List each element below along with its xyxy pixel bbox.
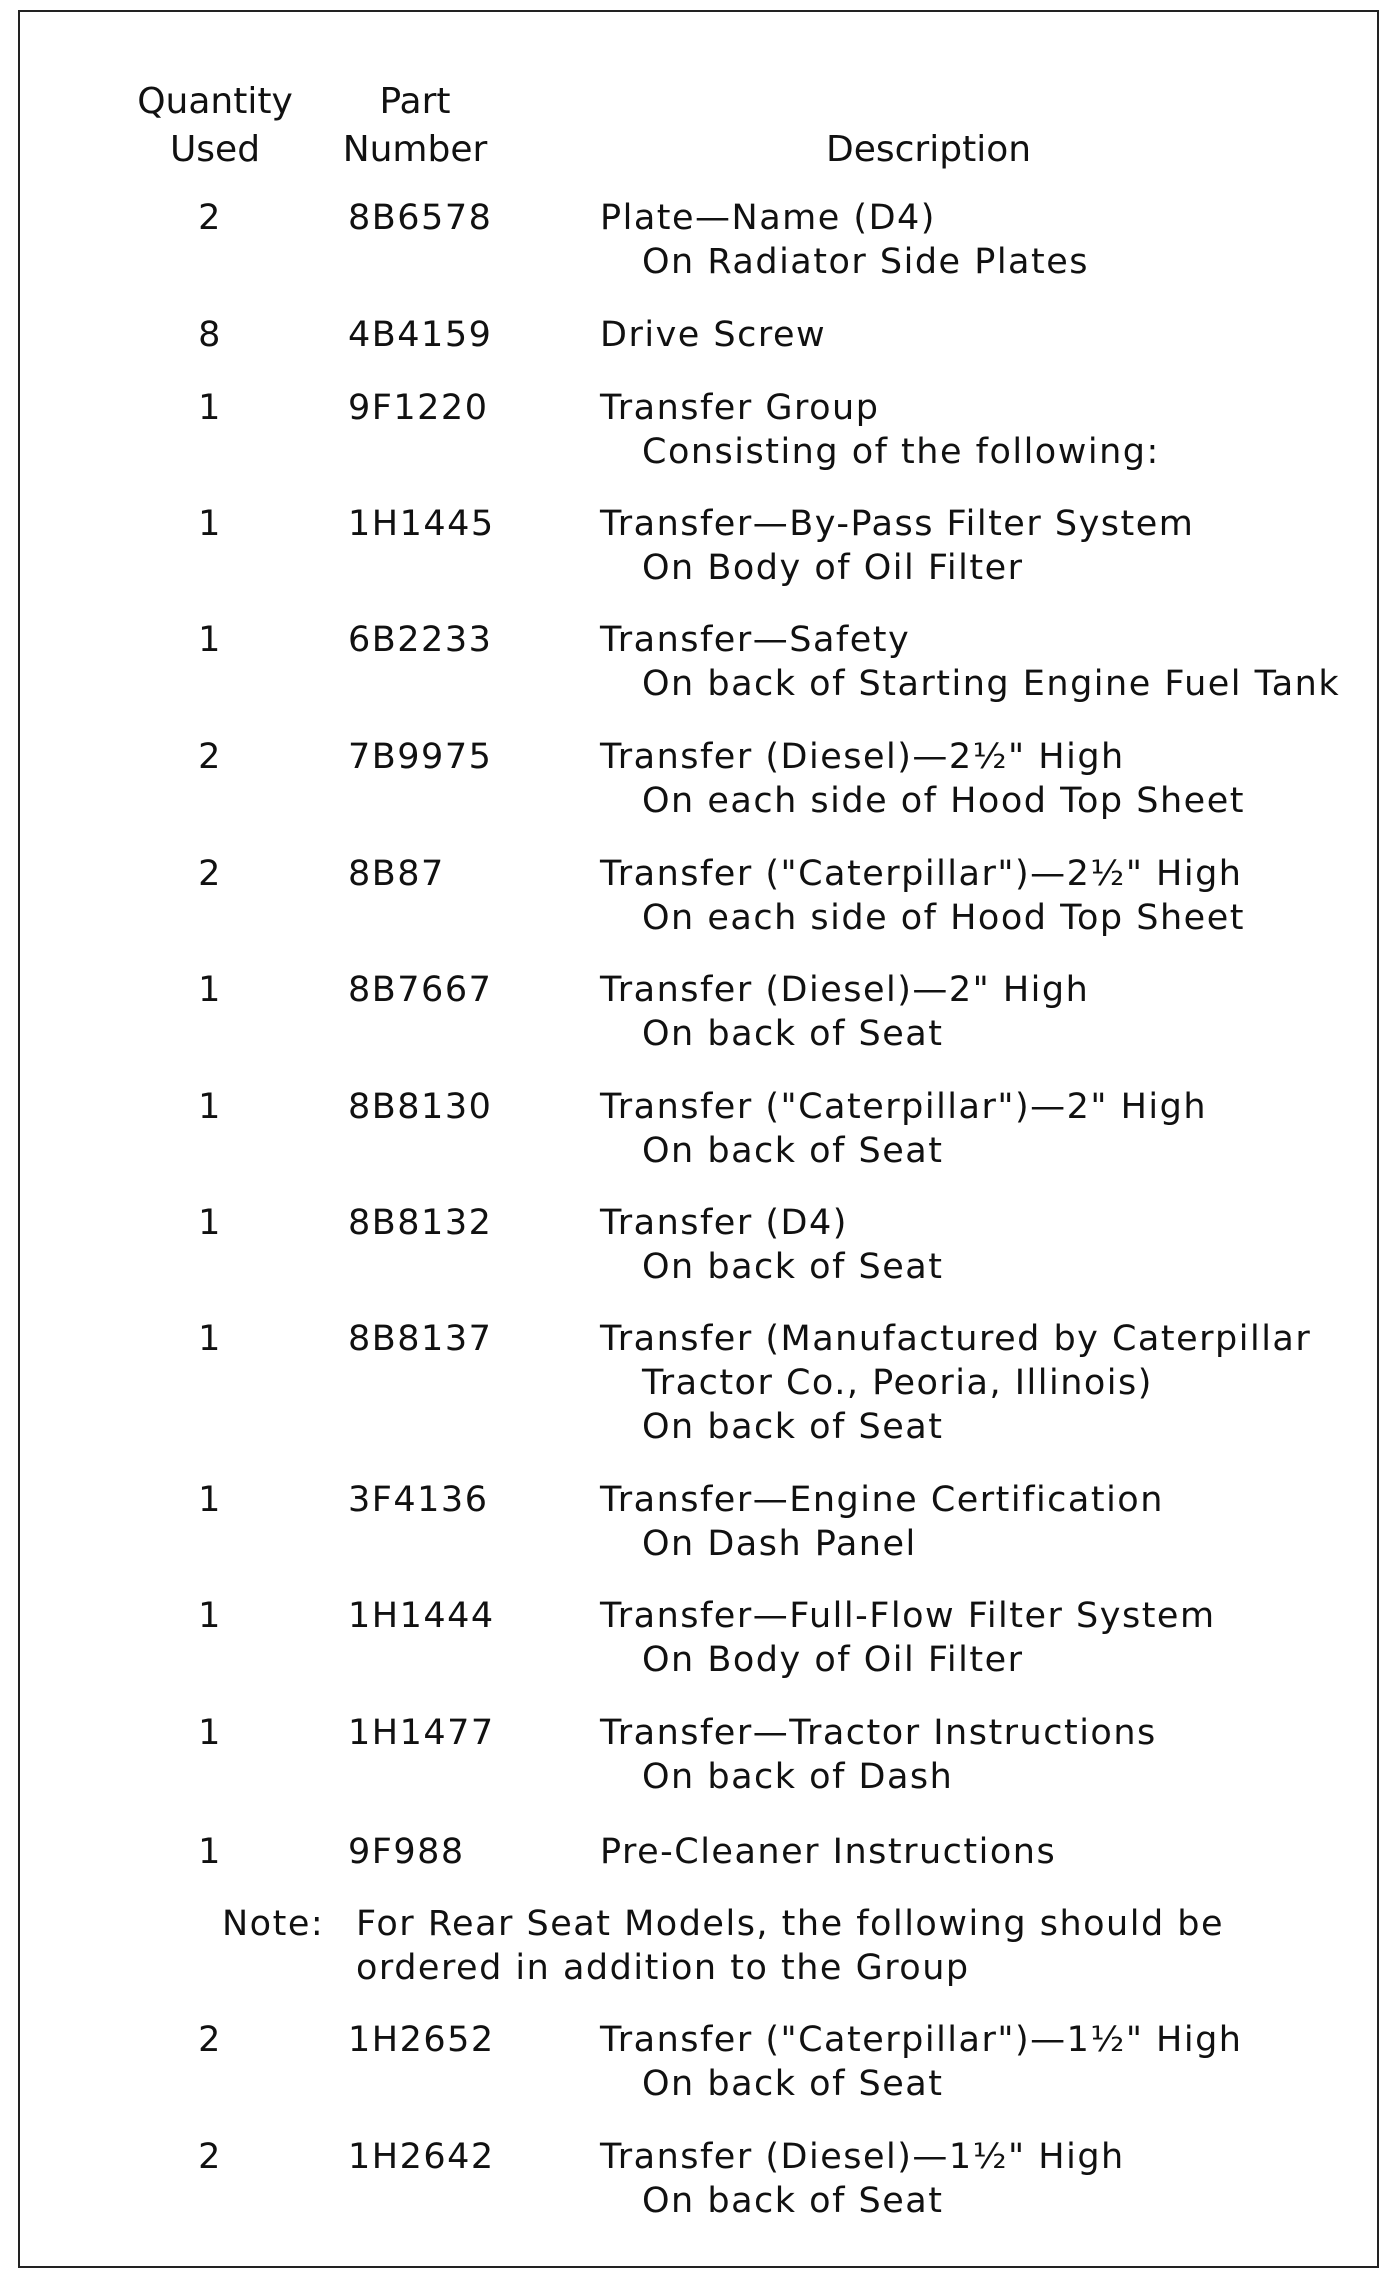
quantity-value: 1 — [198, 970, 222, 1010]
part-number-value: 4B4159 — [348, 315, 493, 355]
note-text — [356, 1902, 1256, 1990]
quantity-value: 8 — [198, 315, 222, 355]
description-text: Pre-Cleaner Instructions — [600, 1832, 1057, 1872]
part-number-value: 1H1444 — [348, 1596, 495, 1636]
description-cell — [600, 2135, 1125, 2223]
description-text: Transfer ("Caterpillar")—2" High — [600, 1087, 1208, 1127]
description-subtext: On Body of Oil Filter — [642, 1640, 1024, 1680]
part-number-value: 1H1477 — [348, 1713, 495, 1753]
description-text: Transfer (D4) — [600, 1203, 848, 1243]
quantity-value: 1 — [198, 620, 222, 660]
quantity-value: 2 — [198, 737, 222, 777]
part-number-value: 8B8130 — [348, 1087, 493, 1127]
description-text: Transfer—By-Pass Filter System — [600, 504, 1195, 544]
description-subtext: On each side of Hood Top Sheet — [642, 781, 1245, 821]
description-cell — [600, 502, 1194, 590]
description-subtext: Tractor Co., Peoria, Illinois) — [642, 1363, 1153, 1403]
quantity-value: 1 — [198, 1480, 222, 1520]
part-number-value: 6B2233 — [348, 620, 493, 660]
description-text: Transfer—Tractor Instructions — [600, 1713, 1157, 1753]
description-text: Transfer (Diesel)—1½" High — [600, 2137, 1125, 2177]
description-text: Transfer (Manufactured by Caterpillar — [600, 1319, 1312, 1359]
description-cell — [600, 2018, 1242, 2106]
description-cell — [600, 1830, 1056, 1874]
description-subtext: On back of Seat — [642, 2064, 944, 2104]
part-number-value: 9F1220 — [348, 388, 489, 428]
quantity-value: 1 — [198, 1713, 222, 1753]
description-cell — [600, 968, 1089, 1056]
description-subtext: On back of Seat — [642, 1407, 944, 1447]
part-number-value: 8B87 — [348, 854, 445, 894]
header-part-line2: Number — [342, 129, 488, 170]
description-text: Transfer (Diesel)—2" High — [600, 970, 1090, 1010]
description-cell — [600, 1711, 1157, 1799]
quantity-value: 1 — [198, 1319, 222, 1359]
part-number-value: 9F988 — [348, 1832, 465, 1872]
part-number-value: 8B8132 — [348, 1203, 493, 1243]
note-line: ordered in addition to the Group — [356, 1948, 970, 1988]
part-number-value: 1H2652 — [348, 2020, 495, 2060]
description-text: Transfer—Engine Certification — [600, 1480, 1164, 1520]
description-cell — [600, 313, 826, 357]
description-text: Transfer ("Caterpillar")—1½" High — [600, 2020, 1243, 2060]
description-text: Transfer—Full-Flow Filter System — [600, 1596, 1216, 1636]
part-number-value: 1H1445 — [348, 504, 495, 544]
description-subtext: On Radiator Side Plates — [642, 242, 1089, 282]
note-label: Note: — [222, 1904, 325, 1944]
description-subtext: On back of Starting Engine Fuel Tank — [642, 664, 1341, 704]
header-quantity-line2: Used — [169, 129, 261, 170]
description-text: Transfer ("Caterpillar")—2½" High — [600, 854, 1243, 894]
description-subtext: Consisting of the following: — [642, 432, 1160, 472]
part-number-value: 8B8137 — [348, 1319, 493, 1359]
description-cell — [600, 386, 1160, 474]
description-subtext: On Dash Panel — [642, 1524, 917, 1564]
description-cell — [600, 1085, 1207, 1173]
description-cell — [600, 1317, 1311, 1449]
quantity-value: 2 — [198, 854, 222, 894]
part-number-value: 8B6578 — [348, 198, 493, 238]
description-cell — [600, 1594, 1216, 1682]
part-number-value: 1H2642 — [348, 2137, 495, 2177]
header-part-line1: Part — [379, 81, 451, 122]
quantity-value: 2 — [198, 2137, 222, 2177]
header-quantity-used — [130, 78, 300, 174]
quantity-value: 2 — [198, 198, 222, 238]
description-subtext: On back of Seat — [642, 1247, 944, 1287]
description-subtext: On each side of Hood Top Sheet — [642, 898, 1245, 938]
part-number-value: 7B9975 — [348, 737, 493, 777]
description-cell — [600, 618, 1340, 706]
quantity-value: 1 — [198, 1832, 222, 1872]
description-text: Transfer Group — [600, 388, 880, 428]
description-cell — [600, 852, 1245, 940]
description-subtext: On back of Seat — [642, 2181, 944, 2221]
description-subtext: On back of Seat — [642, 1014, 944, 1054]
description-subtext: On back of Seat — [642, 1131, 944, 1171]
quantity-value: 1 — [198, 1596, 222, 1636]
part-number-value: 3F4136 — [348, 1480, 489, 1520]
header-description: Description — [826, 129, 1032, 170]
part-number-value: 8B7667 — [348, 970, 493, 1010]
quantity-value: 1 — [198, 388, 222, 428]
header-part-number — [330, 78, 500, 174]
note-line: For Rear Seat Models, the following should be — [356, 1904, 1225, 1944]
quantity-value: 2 — [198, 2020, 222, 2060]
quantity-value: 1 — [198, 504, 222, 544]
description-text: Transfer (Diesel)—2½" High — [600, 737, 1125, 777]
description-cell — [600, 196, 1089, 284]
quantity-value: 1 — [198, 1203, 222, 1243]
description-text: Plate—Name (D4) — [600, 198, 936, 238]
description-subtext: On back of Dash — [642, 1757, 954, 1797]
quantity-value: 1 — [198, 1087, 222, 1127]
description-cell — [600, 1478, 1164, 1566]
header-quantity-line1: Quantity — [137, 81, 293, 122]
description-cell — [600, 735, 1245, 823]
description-subtext: On Body of Oil Filter — [642, 548, 1024, 588]
description-text: Drive Screw — [600, 315, 827, 355]
description-cell — [600, 1201, 943, 1289]
description-text: Transfer—Safety — [600, 620, 911, 660]
